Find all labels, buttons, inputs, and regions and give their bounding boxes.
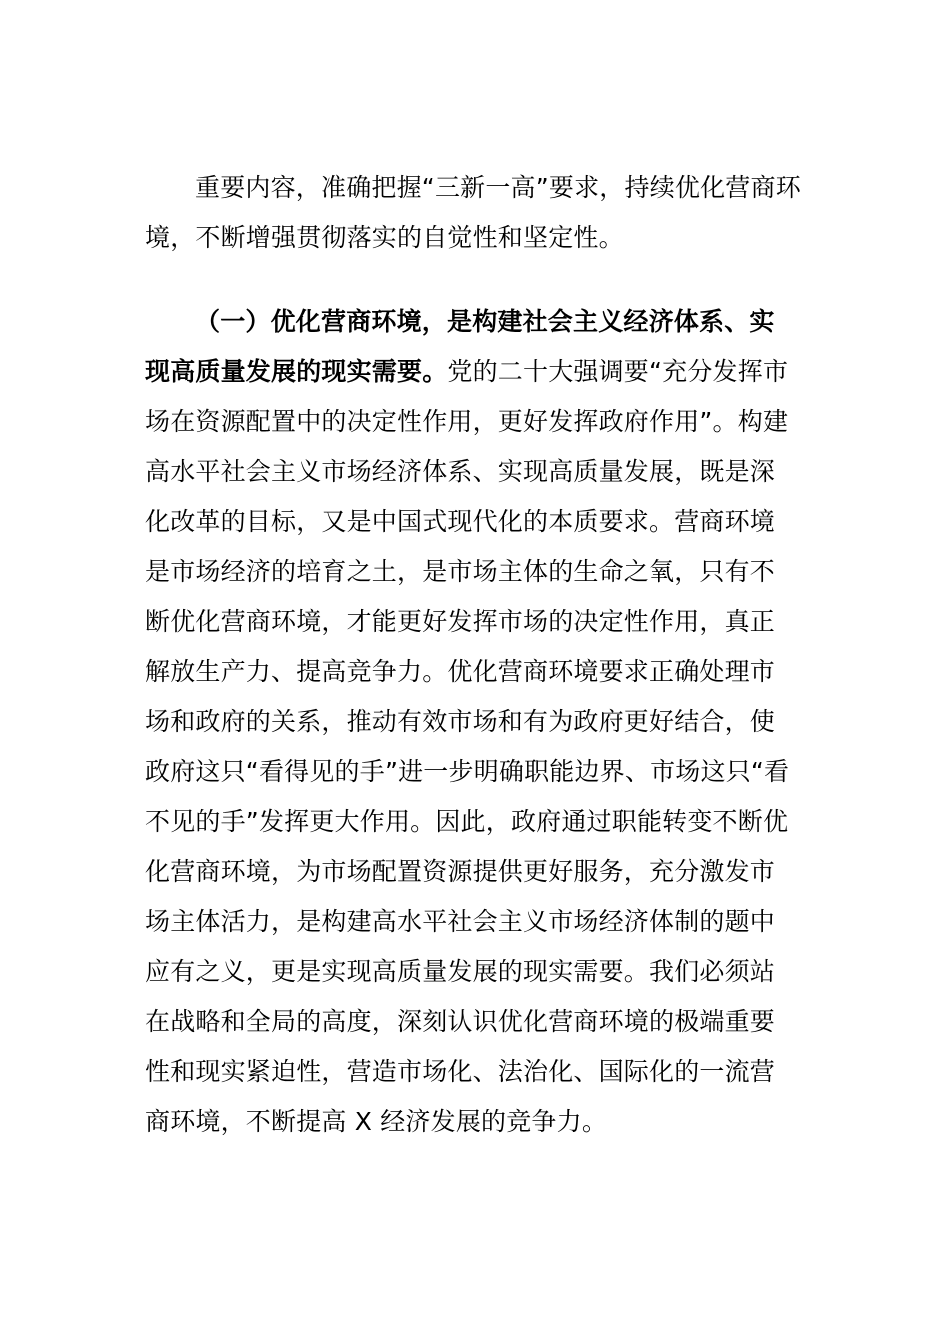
section-heading-line-2: 现高质量发展的现实需要。 xyxy=(145,357,448,386)
paragraph-2-line-3: 高水平社会主义市场经济体系、实现高质量发展，既是深 xyxy=(145,457,776,486)
paragraph-1-line-2: 境，不断增强贯彻落实的自觉性和坚定性。 xyxy=(145,223,624,252)
paragraph-2-line-7: 解放生产力、提高竞争力。优化营商环境要求正确处理市 xyxy=(145,657,776,686)
paragraph-2-line-12: 场主体活力，是构建高水平社会主义市场经济体制的题中 xyxy=(145,907,776,936)
paragraph-2-line-2: 场在资源配置中的决定性作用，更好发挥政府作用”。构建 xyxy=(145,407,789,436)
paragraph-2-line-1 xyxy=(145,347,805,397)
paragraph-2-line-9: 政府这只“看得见的手”进一步明确职能边界、市场这只“看 xyxy=(145,757,790,786)
paragraph-2-line-13: 应有之义，更是实现高质量发展的现实需要。我们必须站 xyxy=(145,957,776,986)
paragraph-2-line-11: 化营商环境，为市场配置资源提供更好服务，充分激发市 xyxy=(145,857,776,886)
paragraph-2-line-15: 性和现实紧迫性，营造市场化、法治化、国际化的一流营 xyxy=(145,1057,776,1086)
paragraph-2-line-14: 在战略和全局的高度，深刻认识优化营商环境的极端重要 xyxy=(145,1007,776,1036)
paragraph-2-line-8: 场和政府的关系，推动有效市场和有为政府更好结合，使 xyxy=(145,707,776,736)
paragraph-2-line-1-text: 党的二十大强调要“充分发挥市 xyxy=(447,357,789,386)
paragraph-2-line-16: 商环境，不断提高 X 经济发展的竞争力。 xyxy=(145,1107,608,1136)
paragraph-1-line-1: 重要内容，准确把握“三新一高”要求，持续优化营商环 xyxy=(195,173,801,202)
paragraph-2-line-10: 不见的手”发挥更大作用。因此，政府通过职能转变不断优 xyxy=(145,807,789,836)
paragraph-2-line-5: 是市场经济的培育之土，是市场主体的生命之氧，只有不 xyxy=(145,557,776,586)
paragraph-2-line-6: 断优化营商环境，才能更好发挥市场的决定性作用，真正 xyxy=(145,607,776,636)
paragraph-2-line-4: 化改革的目标，又是中国式现代化的本质要求。营商环境 xyxy=(145,507,776,536)
section-heading-line-1: （一）优化营商环境，是构建社会主义经济体系、实 xyxy=(195,307,775,336)
